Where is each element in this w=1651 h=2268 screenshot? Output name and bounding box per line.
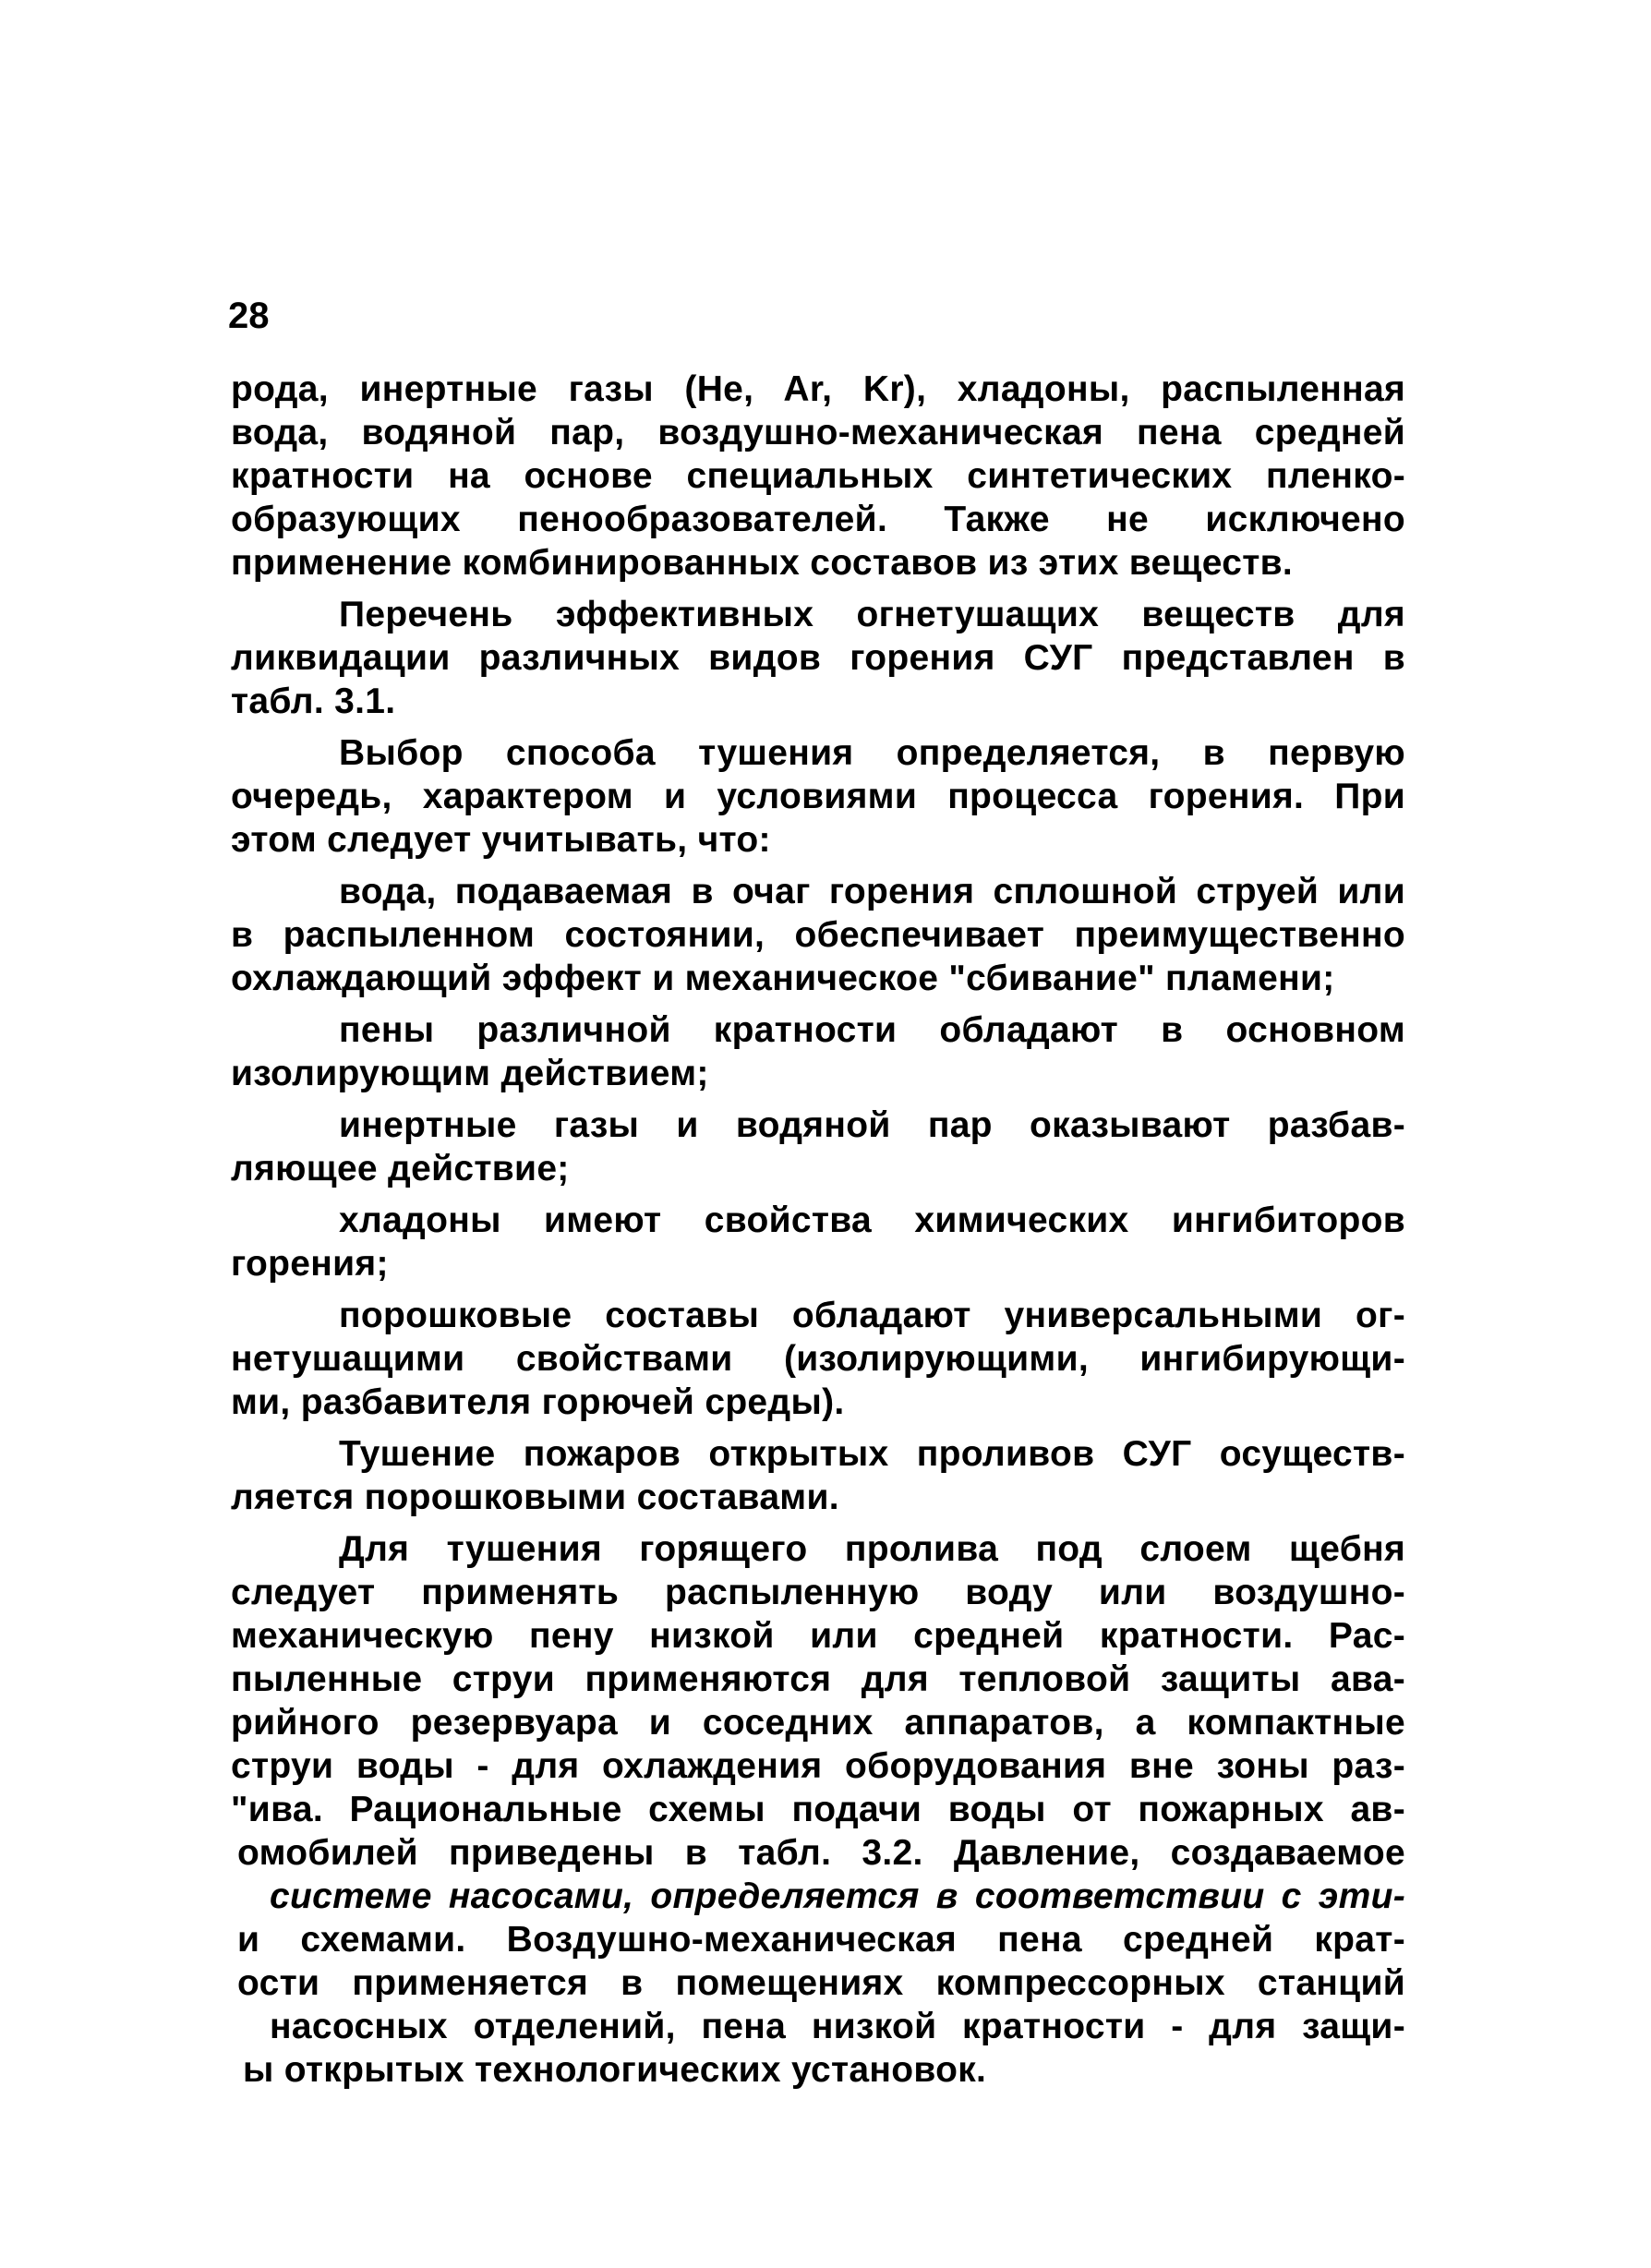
text-line: вода, водяной пар, воздушно-механическая пена средней <box>231 413 1405 452</box>
text-line: рода, инертные газы (He, Ar, Kr), хладоны, распыленная <box>231 369 1405 409</box>
text-line: вода, подаваемая в очаг горения сплошной струей или <box>339 872 1405 911</box>
text-line: пыленные струи применяются для тепловой защиты ава- <box>231 1659 1405 1699</box>
text-line: кратности на основе специальных синтетических пленко- <box>231 456 1405 496</box>
text-line: инертные газы и водяной пар оказывают разбав- <box>339 1105 1405 1145</box>
text-line: нетушащими свойствами (изолирующими, ингибирующи- <box>231 1339 1405 1379</box>
body-text <box>231 368 1405 2092</box>
text-line: следует применять распыленную воду или воздушно- <box>231 1573 1405 1612</box>
text-line: ми, разбавителя горючей среды). <box>231 1382 845 1422</box>
text-line: ликвидации различных видов горения СУГ представлен в <box>231 638 1405 678</box>
text-line: охлаждающий эффект и механическое "сбивание" пламени; <box>231 959 1335 998</box>
text-line: ости применяется в помещениях компрессорных станций <box>237 1963 1405 2003</box>
text-line: горения; <box>231 1244 389 1284</box>
text-line: в распыленном состоянии, обеспечивает преимущественно <box>231 915 1405 955</box>
text-line: "ива. Рациональные схемы подачи воды от пожарных ав- <box>231 1790 1405 1829</box>
text-line: рийного резервуара и соседних аппаратов, а компактные <box>231 1703 1405 1743</box>
text-line: хладоны имеют свойства химических ингибиторов <box>339 1200 1405 1240</box>
text-line: механическую пену низкой или средней кратности. Рас- <box>231 1616 1405 1656</box>
text-line: табл. 3.1. <box>231 682 396 721</box>
text-line: и схемами. Воздушно-механическая пена средней крат- <box>237 1920 1405 1960</box>
text-line: омобилей приведены в табл. 3.2. Давление, создаваемое <box>237 1833 1405 1873</box>
text-line: этом следует учитывать, что: <box>231 820 771 860</box>
text-line: применение комбинированных составов из этих веществ. <box>231 543 1294 583</box>
page-number: 28 <box>228 296 270 336</box>
text-line: насосных отделений, пена низкой кратности - для защи- <box>270 2007 1405 2046</box>
text-line: очередь, характером и условиями процесса горения. При <box>231 777 1405 816</box>
text-line: Выбор способа тушения определяется, в первую <box>339 733 1405 773</box>
text-line: ы открытых технологических установок. <box>243 2050 987 2090</box>
text-line: струи воды - для охлаждения оборудования вне зоны раз- <box>231 1746 1405 1786</box>
text-line: изолирующим действием; <box>231 1054 709 1093</box>
text-line: Тушение пожаров открытых проливов СУГ осуществ- <box>339 1434 1405 1474</box>
text-line: системе насосами, определяется в соответствии с эти- <box>270 1876 1405 1916</box>
text-line: ляющее действие; <box>231 1149 570 1188</box>
text-line: пены различной кратности обладают в основном <box>339 1010 1405 1050</box>
text-line: Для тушения горящего пролива под слоем щебня <box>339 1529 1405 1569</box>
text-line: Перечень эффективных огнетушащих веществ для <box>339 595 1405 634</box>
text-line: ляется порошковыми составами. <box>231 1478 839 1517</box>
text-line: порошковые составы обладают универсальными ог- <box>339 1296 1405 1335</box>
text-line: образующих пенообразователей. Также не исключено <box>231 500 1405 539</box>
